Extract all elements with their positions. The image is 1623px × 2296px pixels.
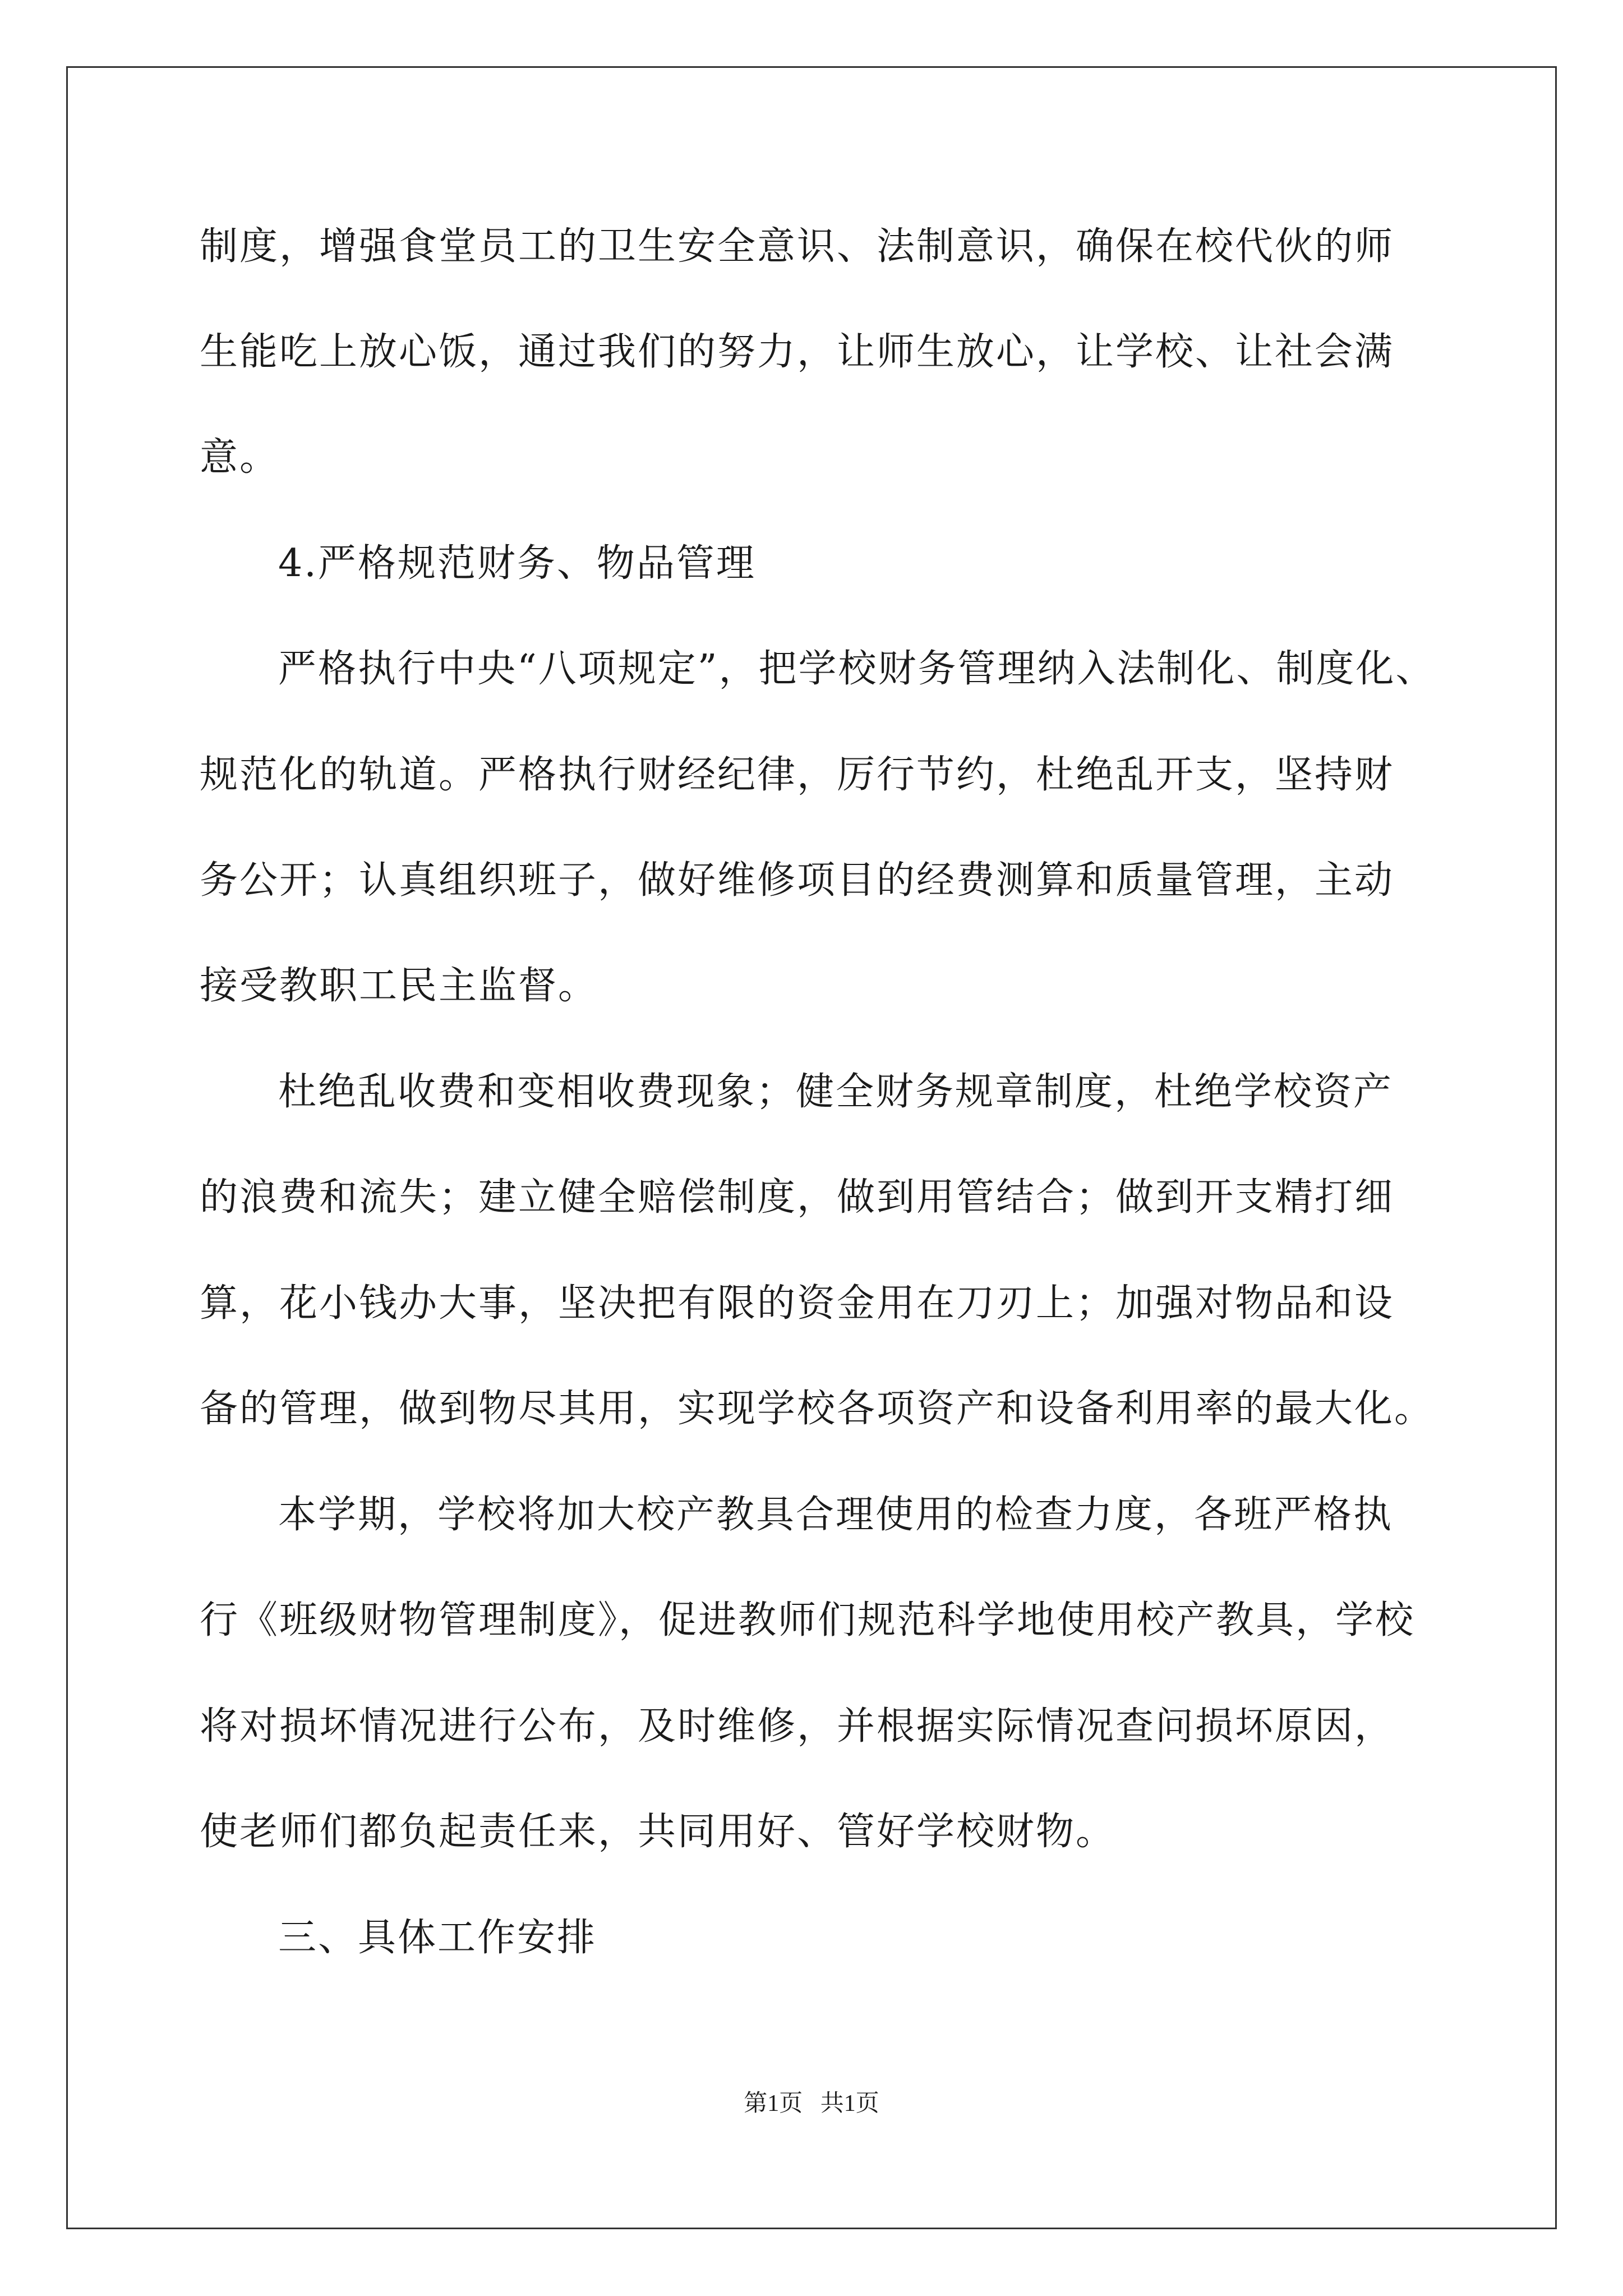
body-line: 备的管理，做到物尽其用，实现学校各项资产和设备利用率的最大化。: [200, 1387, 1435, 1431]
body-line: 杜绝乱收费和变相收费现象；健全财务规章制度，杜绝学校资产: [278, 1070, 1394, 1114]
body-line: 严格执行中央“八项规定”，把学校财务管理纳入法制化、制度化、: [278, 647, 1436, 691]
body-line: 意。: [200, 435, 280, 480]
body-line: 制度，增强食堂员工的卫生安全意识、法制意识，确保在校代伙的师: [200, 224, 1395, 269]
body-line: 接受教职工民主监督。: [200, 964, 598, 1008]
body-line: 生能吃上放心饭，通过我们的努力，让师生放心，让学校、让社会满: [200, 330, 1395, 374]
body-line: 规范化的轨道。严格执行财经纪律，厉行节约，杜绝乱开支，坚持财: [200, 753, 1395, 797]
body-line: 行《班级财物管理制度》，促进教师们规范科学地使用校产教具，学校: [200, 1598, 1415, 1642]
page-footer: 第1页 共1页: [744, 2091, 879, 2116]
page-border: [66, 66, 1557, 2229]
body-line: 的浪费和流失；建立健全赔偿制度，做到用管结合；做到开支精打细: [200, 1175, 1395, 1220]
body-line: 算，花小钱办大事，坚决把有限的资金用在刀刃上；加强对物品和设: [200, 1281, 1395, 1326]
body-line: 务公开；认真组织班子，做好维修项目的经费测算和质量管理，主动: [200, 858, 1395, 903]
body-line: 使老师们都负起责任来，共同用好、管好学校财物。: [200, 1810, 1116, 1854]
body-line: 本学期，学校将加大校产教具合理使用的检查力度，各班严格执: [278, 1493, 1394, 1537]
body-line: 将对损坏情况进行公布，及时维修，并根据实际情况查问损坏原因，: [200, 1704, 1395, 1749]
section-heading: 4.严格规范财务、物品管理: [278, 541, 756, 586]
section-heading: 三、具体工作安排: [278, 1916, 597, 1960]
